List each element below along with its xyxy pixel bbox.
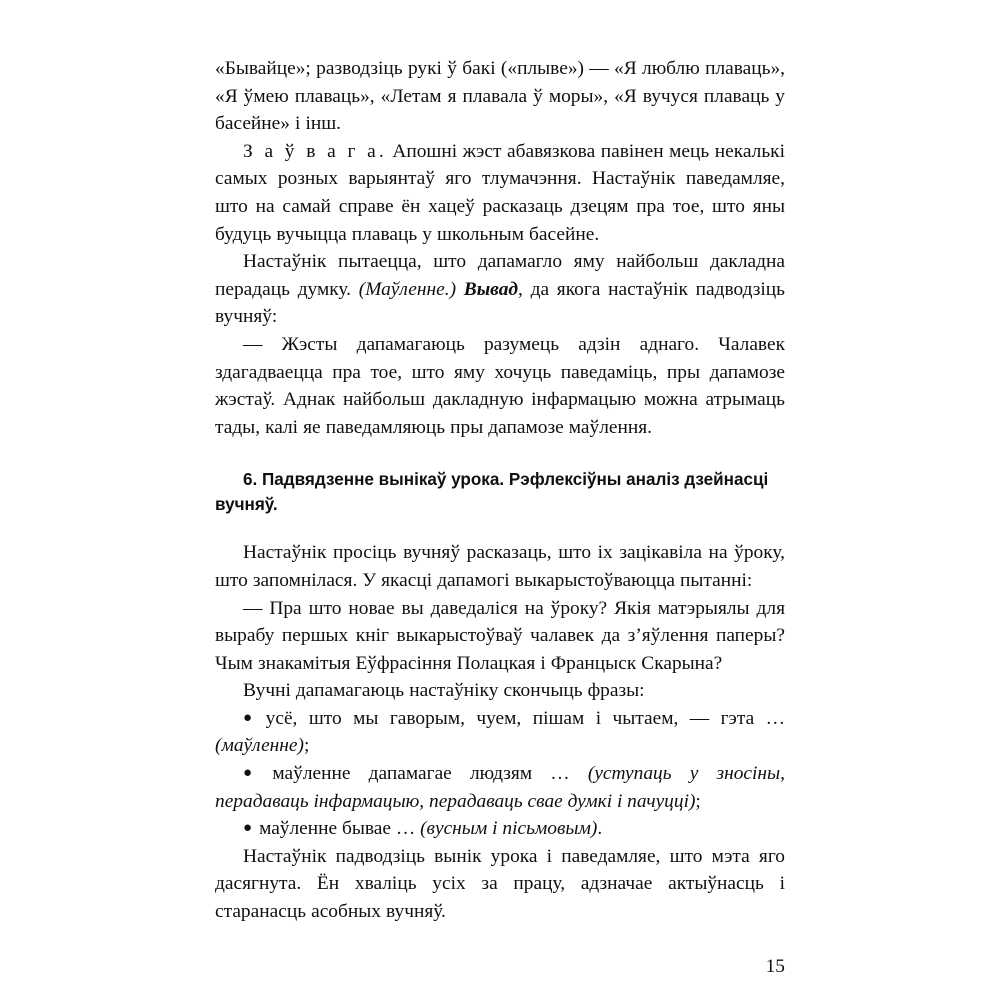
list-item-tail: ; <box>303 735 310 757</box>
closing-text: Настаўнік падводзіць вынік урока і паведамляе, што мэта яго дасягнута. Ён хваліць усіх за працу, адзначае актыўнасць і старанасць асобных вучняў. <box>215 845 785 923</box>
dialogue-questions-text: Пра што новае вы даведаліся на ўроку? Якія матэрыялы для вырабу першых кніг выкарыстоўваў чалавек да з’яўлення паперы? Чым знакамітыя Еўфрасіння Полацкая і Францыск Скарына? <box>215 597 785 674</box>
list-item <box>215 705 785 760</box>
paragraph-conclusion-lead <box>215 248 785 331</box>
page-content <box>215 55 786 977</box>
list-item-answer: (уступаць у зносіны, перадаваць інфармацыю, перадаваць свае думкі і пачуцці) <box>215 763 786 812</box>
list-item <box>215 760 785 815</box>
bullet-icon: ● <box>243 765 266 782</box>
conclusion-italic-note: (Маўленне.) <box>358 278 457 300</box>
list-item-tail: . <box>597 818 603 840</box>
bullet-icon: ● <box>243 820 253 837</box>
paragraph-phrases-lead <box>215 677 785 705</box>
em-dash-marker-questions: — <box>243 597 263 619</box>
paragraph-continuation <box>215 55 785 138</box>
em-dash-marker: — <box>243 333 263 355</box>
phrases-lead-text: Вучні дапамагаюць настаўніку скончыць фразы: <box>243 680 645 702</box>
paragraph-note <box>215 138 785 248</box>
conclusion-bold-term: Вывад <box>463 278 519 300</box>
list-item-text: маўленне дапамагае людзям … <box>272 763 588 785</box>
section-heading <box>215 467 785 517</box>
paragraph-reflection-intro <box>215 539 785 594</box>
page-number: 15 <box>765 956 785 977</box>
list-item-text: маўленне бывае … <box>259 818 421 840</box>
conclusion-lead-text: Настаўнік пытаецца, што дапамагло яму найбольш дакладна перадаць думку. <box>215 251 785 300</box>
bullet-icon: ● <box>243 709 259 726</box>
paragraph-closing <box>215 843 785 926</box>
section-heading-text: 6. Падвядзенне вынікаў урока. Рэфлексіўны аналіз дзейнасці вучняў. <box>215 470 769 515</box>
note-label: З а ў в а г а. <box>243 140 387 162</box>
paragraph-dialogue-conclusion <box>215 331 785 441</box>
list-item-tail: ; <box>695 790 701 812</box>
paragraph-dialogue-questions <box>215 595 785 678</box>
conclusion-tail-text: , да якога настаўнік падводзіць вучняў: <box>215 278 785 328</box>
list-item <box>215 815 785 843</box>
list-item-text: усё, што мы гаворым, чуем, пішам і чытаем, — гэта … <box>265 707 785 729</box>
list-item-answer: (вусным і пісьмовым) <box>420 818 598 840</box>
reflection-intro-text: Настаўнік просіць вучняў расказаць, што іх зацікавіла на ўроку, што запомнілася. У якасці дапамогі выкарыстоўваюцца пытанні: <box>215 542 785 591</box>
list-item-answer: (маўленне) <box>215 735 304 757</box>
dialogue-conclusion-text: Жэсты дапамагаюць разумець адзін аднаго. Чалавек здагадваецца пра тое, што яму хочуць паведаміць, пры дапамозе жэстаў. Аднак найбольш дакладную інфармацыю можна атрымаць тады, калі яе паведамляюць пры дапамозе маўлення. <box>215 333 785 438</box>
paragraph-text: «Бывайце»; разводзіць рукі ў бакі («плыве») — «Я люблю плаваць», «Я ўмею плаваць», «Летам я плавала ў моры», «Я вучуся плаваць у басейне» і інш. <box>215 58 785 135</box>
conclusion-space <box>456 279 464 300</box>
note-text: Апошні жэст абавязкова павінен мець некалькі самых розных варыянтаў яго тлумачэння. Настаўнік паведамляе, што на самай справе ён хацеў расказаць дзецям пра тое, што яны будуць вучыцца плаваць у школьным басейне. <box>215 140 785 245</box>
